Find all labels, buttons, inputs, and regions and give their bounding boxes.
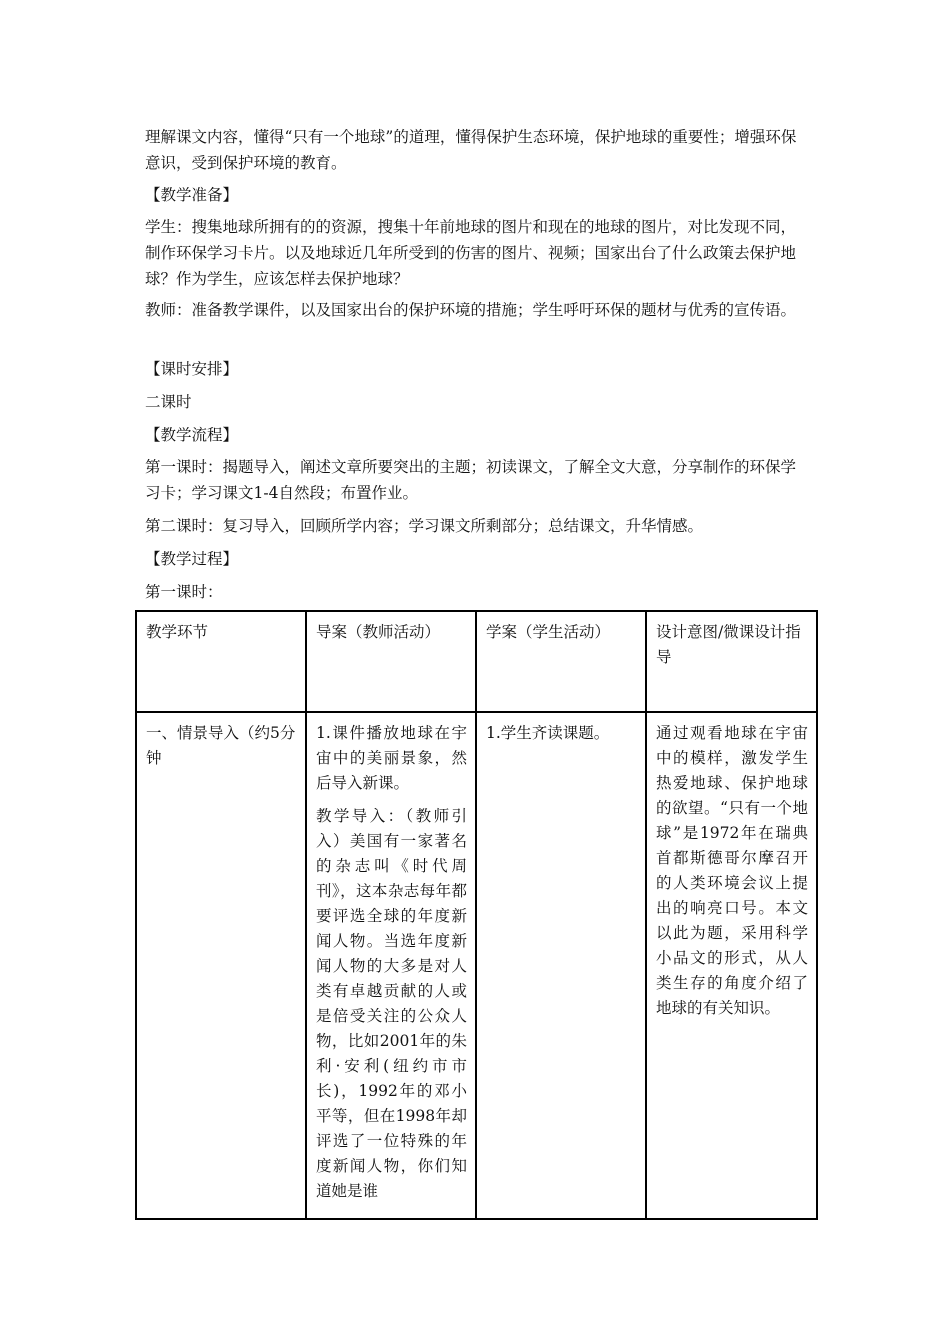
- process-heading: 【教学过程】: [145, 550, 239, 568]
- table-header-row: [136, 611, 817, 712]
- cell-teacher-activity: [306, 712, 476, 1219]
- teacher-activity-step1: 1.课件播放地球在宇宙中的美丽景象，然后导入新课。: [316, 724, 467, 792]
- prep-heading: 【教学准备】: [145, 186, 239, 204]
- flow-first-lesson: 第一课时：揭题导入，阐述文章所要突出的主题；初读课文，了解全文大意，分享制作的环保学习卡；学习课文1-4自然段；布置作业。: [145, 458, 797, 502]
- header-design-intent: 设计意图/微课设计指导: [646, 611, 817, 712]
- teacher-activity-intro: 教学导入：（教师引入）美国有一家著名的杂志叫《时代周刊》，这本杂志每年都要评选全球的年度新闻人物。当选年度新闻人物的大多是对人类有卓越贡献的人或是倍受关注的公众人物，比如2001年的朱利·安利(纽约市市长)，1992年的邓小平等，但在1998年却评选了一位特殊的年度新闻人物，你们知道她是谁: [316, 807, 467, 1200]
- cell-design-intent: 通过观看地球在宇宙中的模样，激发学生热爱地球、保护地球的欲望。“只有一个地球”是1972年在瑞典首都斯德哥尔摩召开的人类环境会议上提出的响亮口号。本文以此为题，采用科学小品文的形式，从人类生存的角度介绍了地球的有关知识。: [646, 712, 817, 1219]
- header-stage: 教学环节: [136, 611, 306, 712]
- header-teacher-activity: 导案（教师活动）: [306, 611, 476, 712]
- schedule-heading: 【课时安排】: [145, 360, 239, 378]
- prep-teacher-paragraph: 教师：准备教学课件，以及国家出台的保护环境的措施；学生呼吁环保的题材与优秀的宣传语。: [145, 301, 797, 319]
- flow-heading: 【教学流程】: [145, 426, 239, 444]
- lesson-table: [135, 610, 818, 1220]
- cell-student-activity: 1.学生齐读课题。: [476, 712, 646, 1219]
- cell-stage: 一、情景导入（约5分钟: [136, 712, 306, 1219]
- objectives-paragraph: 理解课文内容，懂得“只有一个地球”的道理，懂得保护生态环境，保护地球的重要性；增强环保意识，受到保护环境的教育。: [145, 128, 797, 172]
- process-lesson-label: 第一课时：: [145, 583, 223, 601]
- schedule-text: 二课时: [145, 393, 192, 411]
- prep-student-paragraph: 学生：搜集地球所拥有的的资源，搜集十年前地球的图片和现在的地球的图片，对比发现不同，制作环保学习卡片。以及地球近几年所受到的伤害的图片、视频；国家出台了什么政策去保护地球？作为学生，应该怎样去保护地球？: [145, 218, 797, 288]
- flow-second-lesson: 第二课时：复习导入，回顾所学内容；学习课文所剩部分；总结课文，升华情感。: [145, 517, 704, 535]
- table-row: [136, 712, 817, 1219]
- header-student-activity: 学案（学生活动）: [476, 611, 646, 712]
